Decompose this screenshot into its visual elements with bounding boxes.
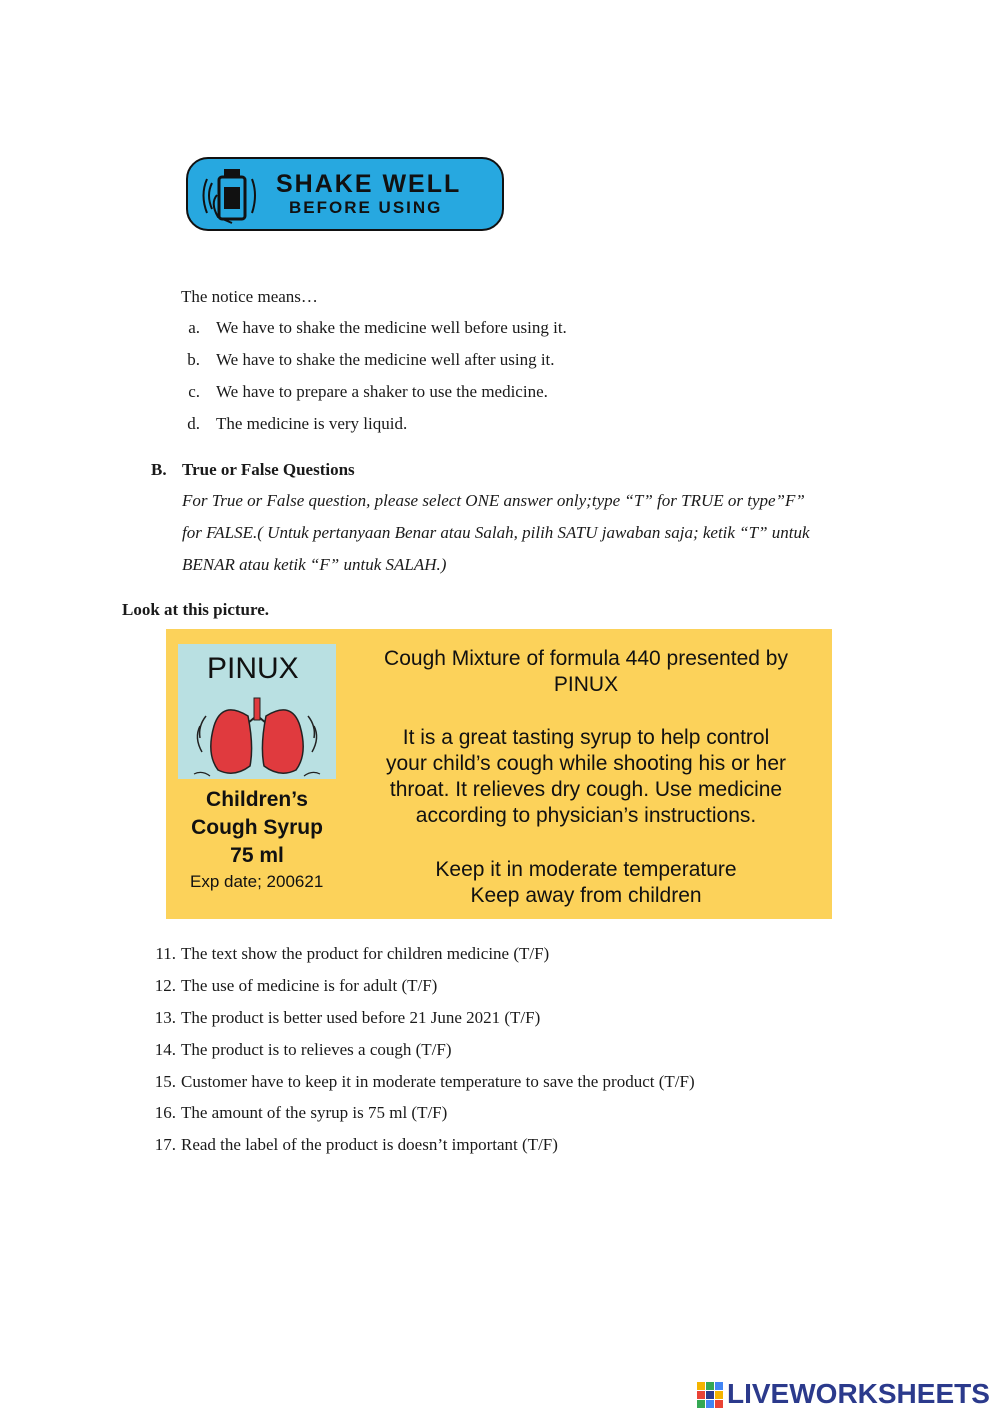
option-letter: d.	[187, 414, 200, 433]
option-b	[180, 349, 555, 371]
heading-line-2: PINUX	[553, 673, 619, 696]
lungs-icon	[192, 696, 322, 778]
question-item	[150, 1102, 448, 1124]
option-text: We have to shake the medicine well after using it.	[216, 350, 555, 369]
option-d	[180, 413, 408, 435]
product-line-3: 75 ml	[230, 844, 284, 867]
question-text: The amount of the syrup is 75 ml (T/F)	[181, 1103, 448, 1122]
warning-line-1: Keep it in moderate temperature	[435, 858, 737, 881]
body-line-4: according to physician’s instructions.	[415, 804, 757, 827]
question-text: The product is to relieves a cough (T/F)	[181, 1040, 452, 1059]
notice-prompt: The notice means…	[181, 287, 318, 306]
option-c	[180, 381, 548, 403]
option-letter: b.	[187, 350, 200, 369]
shaking-bottle-icon	[202, 165, 262, 227]
question-number: 11.	[155, 944, 176, 963]
instruction-line-2: for FALSE.( Untuk pertanyaan Benar atau Salah, pilih SATU jawaban saja; ketik “T” untuk	[182, 523, 810, 542]
pinux-brand: PINUX	[207, 652, 299, 685]
option-text: We have to prepare a shaker to use the medicine.	[216, 382, 548, 401]
question-number: 16.	[154, 1103, 176, 1122]
question-item	[150, 943, 550, 965]
warning-line-2: Keep away from children	[470, 884, 702, 907]
liveworksheets-badge-icon	[697, 1382, 723, 1408]
question-number: 14.	[154, 1040, 176, 1059]
question-text: The product is better used before 21 June 2021 (T/F)	[181, 1008, 541, 1027]
question-item	[150, 1134, 558, 1156]
question-item	[150, 1039, 452, 1061]
question-item	[150, 1071, 695, 1093]
liveworksheets-text: LIVEWORKSHEETS	[727, 1378, 990, 1409]
product-line-2: Cough Syrup	[191, 816, 323, 839]
section-b-title: True or False Questions	[182, 460, 355, 479]
question-text: The use of medicine is for adult (T/F)	[181, 976, 438, 995]
body-line-3: throat. It relieves dry cough. Use medicine	[389, 778, 783, 801]
question-number: 17.	[154, 1135, 176, 1154]
shake-well-sign	[186, 157, 504, 231]
question-text: Read the label of the product is doesn’t important (T/F)	[181, 1135, 558, 1154]
question-text: Customer have to keep it in moderate temperature to save the product (T/F)	[181, 1072, 695, 1091]
question-number: 12.	[154, 976, 176, 995]
pinux-panel	[178, 644, 336, 779]
instruction-line-1: For True or False question, please select ONE answer only;type “T” for TRUE or type”F”	[182, 491, 805, 510]
option-text: We have to shake the medicine well before using it.	[216, 318, 567, 337]
product-line-1: Children’s	[206, 788, 308, 811]
question-number: 15.	[154, 1072, 176, 1091]
shake-line1: SHAKE WELL	[276, 170, 462, 198]
option-letter: a.	[188, 318, 200, 337]
question-item	[150, 975, 438, 997]
question-item	[150, 1007, 541, 1029]
instruction-line-3: BENAR atau ketik “F” untuk SALAH.)	[182, 555, 447, 574]
shake-line2: BEFORE USING	[289, 198, 443, 217]
option-letter: c.	[188, 382, 200, 401]
look-heading: Look at this picture.	[122, 600, 270, 619]
heading-line-1: Cough Mixture of formula 440 presented by	[384, 647, 788, 670]
section-b-label: B.	[151, 460, 167, 479]
option-a	[180, 317, 567, 339]
exp-date: Exp date; 200621	[190, 872, 324, 891]
body-line-2: your child’s cough while shooting his or her	[385, 752, 786, 775]
question-text: The text show the product for children medicine (T/F)	[181, 944, 550, 963]
option-text: The medicine is very liquid.	[216, 414, 408, 433]
body-line-1: It is a great tasting syrup to help control	[402, 726, 770, 749]
question-number: 13.	[154, 1008, 176, 1027]
pinux-label	[166, 629, 832, 919]
